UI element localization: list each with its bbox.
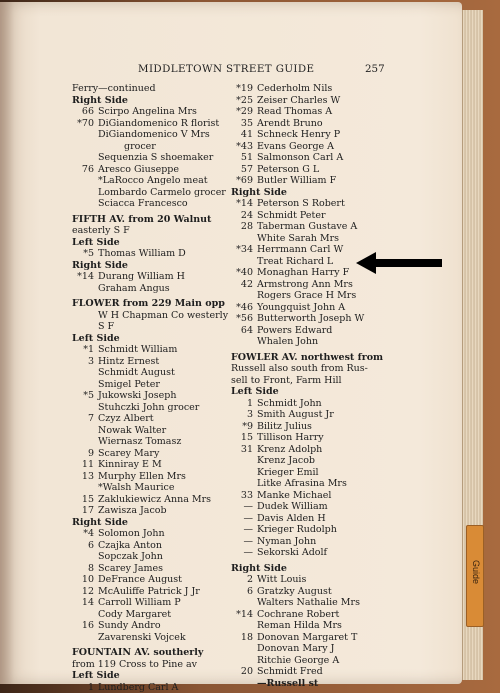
directory-line [231,302,391,314]
thumb-index-tab [466,525,484,627]
directory-line [231,175,391,187]
resident-name: Scirpo Angelina Mrs [98,106,197,117]
resident-name: Nowak Walter [98,424,167,436]
resident-name: Lundberg Carl A [98,681,179,693]
directory-line [231,643,391,655]
resident-name: Arendt Bruno [257,117,323,129]
section-heading: Right Side [231,186,287,198]
section-heading: —Russell st [257,677,319,689]
directory-line [72,283,224,295]
resident-name: Schmidt Peter [257,209,326,221]
directory-line [231,609,391,621]
house-number: 33 [240,489,253,501]
resident-name: Powers Edward [257,324,333,336]
directory-line [231,524,391,536]
resident-name: Donovan Margaret T [257,631,358,643]
resident-name: Krieger Rudolph [257,524,337,535]
directory-line [231,141,391,153]
house-number: 57 [240,163,253,175]
section-heading: FIFTH AV. from 20 Walnut [72,213,212,225]
directory-line [72,482,224,494]
directory-line [72,198,224,210]
pointer-arrow-icon [356,252,442,274]
resident-name: Tillison Harry [257,432,324,443]
directory-line [72,106,224,118]
resident-name: Butler William F [257,175,337,186]
resident-name: Salmonson Carl A [257,152,344,163]
resident-name: Sekorski Adolf [257,547,328,558]
resident-name: Ferry—continued [72,83,156,94]
resident-name: Witt Louis [257,574,307,585]
directory-line [231,221,391,233]
directory-line [231,655,391,667]
directory-line [231,455,391,467]
resident-name: Smigel Peter [98,378,160,390]
directory-line [231,467,391,479]
resident-name: Taberman Gustave A [257,221,358,232]
resident-name: Zavarenski Vojcek [98,631,186,643]
directory-line [72,164,224,176]
house-number: — [243,512,253,524]
resident-name: Manke Michael [257,489,332,501]
resident-name: Armstrong Ann Mrs [257,278,353,290]
house-number: 64 [240,324,253,336]
resident-name: Wiernasz Tomasz [98,436,182,447]
directory-line [72,563,224,575]
house-number: 24 [240,209,253,221]
directory-line [72,367,224,379]
house-number: 10 [81,574,94,585]
directory-line [231,129,391,141]
resident-name: Sundy Andro [98,620,161,631]
house-number: 66 [81,106,94,117]
directory-line [231,313,391,325]
resident-name: Schmidt William [98,344,178,355]
house-number: 3 [87,355,94,367]
section-heading: Left Side [72,236,120,248]
directory-line [72,248,224,260]
directory-line [72,517,224,529]
resident-name: Cochrane Robert [257,608,340,620]
house-number: *9 [242,420,253,432]
house-number: 1 [246,397,253,409]
house-number: — [243,547,253,558]
directory-line [231,421,391,433]
house-number: 13 [81,470,94,482]
directory-line [231,363,391,375]
directory-line [72,494,224,506]
directory-line [231,325,391,337]
directory-line [231,210,391,222]
left-column [72,83,229,693]
section-heading: Left Side [231,386,279,397]
resident-name: Krenz Adolph [257,443,323,455]
resident-name: Jukowski Joseph [98,390,177,401]
resident-name: DeFrance August [98,574,182,585]
directory-line [72,528,224,540]
house-number: *40 [236,267,253,278]
section-heading: FOWLER AV. northwest from [231,351,384,363]
resident-name: Davis Alden H [257,512,326,524]
resident-name: Cederholm Nils [257,83,333,94]
resident-name: Russell also south from Rus- [231,363,368,374]
resident-name: Lombardo Carmelo grocer [98,186,226,198]
directory-line [231,432,391,444]
house-number: 2 [246,574,253,585]
resident-name: Scarey Mary [98,447,160,459]
directory-line [231,398,391,410]
resident-name: Gratzky August [257,585,332,597]
directory-line [231,290,391,302]
directory-line [72,95,224,107]
directory-line [231,279,391,291]
directory-line [72,659,224,671]
directory-line [72,390,224,402]
resident-name: Schmidt August [98,367,175,378]
directory-line [72,471,224,483]
directory-line [72,321,224,333]
directory-line [231,478,391,490]
resident-name: Butterworth Joseph W [257,313,365,324]
directory-line [72,141,224,153]
resident-name: W H Chapman Co westerly [98,309,229,321]
house-number: 3 [246,409,253,420]
house-number: 8 [87,562,94,574]
directory-line [72,187,224,199]
directory-line [231,95,391,107]
house-number: 11 [81,459,94,470]
resident-name: Stuhczki John grocer [98,401,200,413]
resident-name: Murphy Ellen Mrs [98,470,186,482]
directory-line [72,459,224,471]
directory-line [72,413,224,425]
page-header-title: MIDDLETOWN STREET GUIDE [138,63,315,75]
resident-name: Krenz Jacob [257,455,315,466]
house-number: *5 [83,390,94,401]
resident-name: Sciacca Francesco [98,198,188,209]
house-number: *25 [236,94,253,106]
section-heading: Right Side [72,94,128,106]
resident-name: Czyz Albert [98,413,154,424]
directory-line [231,586,391,598]
section-heading: Left Side [72,332,120,344]
house-number: *43 [236,140,253,152]
resident-name: Youngquist John A [257,301,346,313]
house-number: 76 [81,163,94,175]
resident-name: White Sarah Mrs [257,232,340,244]
house-number: 42 [240,278,253,290]
resident-name: Schmidt John [257,397,322,409]
house-number: *14 [77,271,94,282]
resident-name: Rogers Grace H Mrs [257,290,357,301]
house-number: 41 [240,129,253,140]
directory-line [231,632,391,644]
house-number: *46 [236,301,253,313]
resident-name: Solomon John [98,528,165,539]
directory-page [0,2,462,693]
resident-name: DiGiandomenico V Mrs [98,129,210,140]
resident-name: Peterson S Robert [257,198,345,209]
resident-name: Zawisza Jacob [98,505,167,516]
resident-name: Thomas William D [98,248,186,259]
directory-line [231,444,391,456]
resident-name: Monaghan Harry F [257,267,350,278]
resident-name: Smith August Jr [257,409,334,420]
resident-name: Ritchie George A [257,654,340,666]
directory-line [72,448,224,460]
thumb-index-tab-label: Guide [471,560,481,585]
directory-line [231,187,391,199]
directory-line [72,402,224,414]
resident-name: *Walsh Maurice [98,482,175,493]
directory-line [231,106,391,118]
directory-line [72,309,229,322]
resident-name: Treat Richard L [257,255,334,267]
resident-name: Sequenzia S shoemaker [98,152,214,163]
directory-line [231,118,391,130]
directory-line [231,574,391,586]
resident-name: Bilitz Julius [257,420,312,432]
directory-line [231,386,391,398]
house-number: 28 [240,221,253,232]
house-number: *4 [83,528,94,539]
house-number: 1 [87,681,94,693]
directory-line [72,425,224,437]
house-number: 14 [81,597,94,608]
house-number: 7 [87,413,94,424]
directory-line [72,298,224,310]
house-number: — [243,535,253,547]
directory-line [72,83,224,95]
directory-line [231,547,391,559]
section-heading: FOUNTAIN AV. southerly [72,647,204,658]
resident-name: Walters Nathalie Mrs [257,597,360,608]
directory-line [231,152,391,164]
directory-line [231,563,391,575]
resident-name: Cody Margaret [98,608,172,620]
house-number: 6 [87,539,94,551]
directory-line [72,129,224,141]
resident-name: Litke Afrasina Mrs [257,478,347,489]
directory-line [231,233,391,245]
directory-line [72,586,224,598]
resident-name: Aresco Giuseppe [98,163,179,175]
directory-line [72,436,224,448]
directory-line [231,501,391,513]
directory-line [72,356,224,368]
resident-name: Zeiser Charles W [257,94,341,106]
resident-name: Nyman John [257,535,317,547]
resident-name: Carroll William P [98,597,181,608]
directory-line [231,164,391,176]
resident-name: Sopczak John [98,551,163,562]
directory-line [72,175,224,187]
resident-name: Scarey James [98,562,164,574]
resident-name: Czajka Anton [98,539,162,551]
resident-name: Krieger Emil [257,466,319,478]
house-number: 35 [240,117,253,129]
section-heading: FLOWER from 229 Main opp [72,298,225,309]
resident-name: Graham Angus [98,282,170,294]
section-heading: Right Side [231,562,287,574]
resident-name: DiGiandomenico R florist [98,117,220,129]
house-number: 18 [240,631,253,643]
resident-name: Peterson G L [257,163,320,175]
directory-line [72,597,224,609]
directory-line [231,375,391,387]
resident-name: Reman Hilda Mrs [257,620,342,631]
house-number: *34 [236,244,253,255]
house-number: *14 [236,198,253,209]
directory-line [72,118,224,130]
directory-line [72,647,224,659]
directory-line [72,225,224,237]
directory-line [72,260,224,272]
resident-name: S F [98,321,115,332]
resident-name: Read Thomas A [257,106,333,117]
directory-line [72,333,224,345]
resident-name: Schmidt Fred [257,666,323,677]
house-number: 15 [81,493,94,505]
section-heading: Left Side [72,670,120,681]
house-number: 6 [246,585,253,597]
house-number: — [243,524,253,535]
resident-name: Hintz Ernest [98,355,160,367]
resident-name: Kinniray E M [98,459,162,470]
directory-line [231,490,391,502]
resident-name: Whalen John [257,336,319,347]
directory-line [72,574,224,586]
house-number: *29 [236,106,253,117]
directory-line [231,597,391,609]
directory-line [72,670,224,682]
directory-line [231,83,391,95]
directory-line [231,536,391,548]
resident-name: Durang William H [98,271,185,282]
resident-name: grocer [124,140,156,152]
directory-line [231,513,391,525]
house-number: 31 [240,443,253,455]
house-number: — [243,501,253,512]
house-number: *1 [83,344,94,355]
directory-line [231,198,391,210]
house-number: 12 [81,585,94,597]
directory-line [231,352,391,364]
resident-name: Evans George A [257,140,335,152]
directory-line [72,609,224,621]
directory-line [72,632,224,644]
directory-line [231,678,391,690]
resident-name: Herrmann Carl W [257,244,344,255]
directory-line [72,682,224,693]
directory-line [72,271,224,283]
directory-line [231,620,391,632]
resident-name: Zaklukiewicz Anna Mrs [98,493,212,505]
directory-line [231,336,391,348]
resident-name: Schneck Henry P [257,129,341,140]
house-number: 51 [240,152,253,163]
resident-name: Donovan Mary J [257,643,335,654]
house-number: *56 [236,313,253,324]
house-number: 15 [240,432,253,443]
resident-name: McAuliffe Patrick J Jr [98,585,200,597]
directory-line [231,409,391,421]
house-number: *19 [236,83,253,94]
section-heading: Right Side [72,259,128,271]
section-heading: Right Side [72,516,128,528]
directory-line [72,344,224,356]
house-number: 17 [81,505,94,516]
house-number: 20 [240,666,253,677]
house-number: 9 [87,447,94,459]
directory-line [72,551,224,563]
resident-name: *LaRocco Angelo meat [98,175,208,186]
directory-line [72,152,224,164]
house-number: *5 [83,248,94,259]
page-number: 257 [365,63,385,75]
right-column [231,83,391,689]
house-number: 16 [81,620,94,631]
directory-line [72,505,224,517]
directory-line [72,237,224,249]
directory-line [72,540,224,552]
directory-line [72,620,224,632]
directory-line [72,379,224,391]
house-number: *14 [236,608,253,620]
directory-line [231,666,391,678]
resident-name: sell to Front, Farm Hill [231,374,342,386]
directory-line [72,214,224,226]
house-number: *70 [77,117,94,129]
resident-name: from 119 Cross to Pine av [72,658,198,670]
house-number: *69 [236,175,253,186]
resident-name: Dudek William [257,501,328,512]
resident-name: easterly S F [72,225,130,236]
